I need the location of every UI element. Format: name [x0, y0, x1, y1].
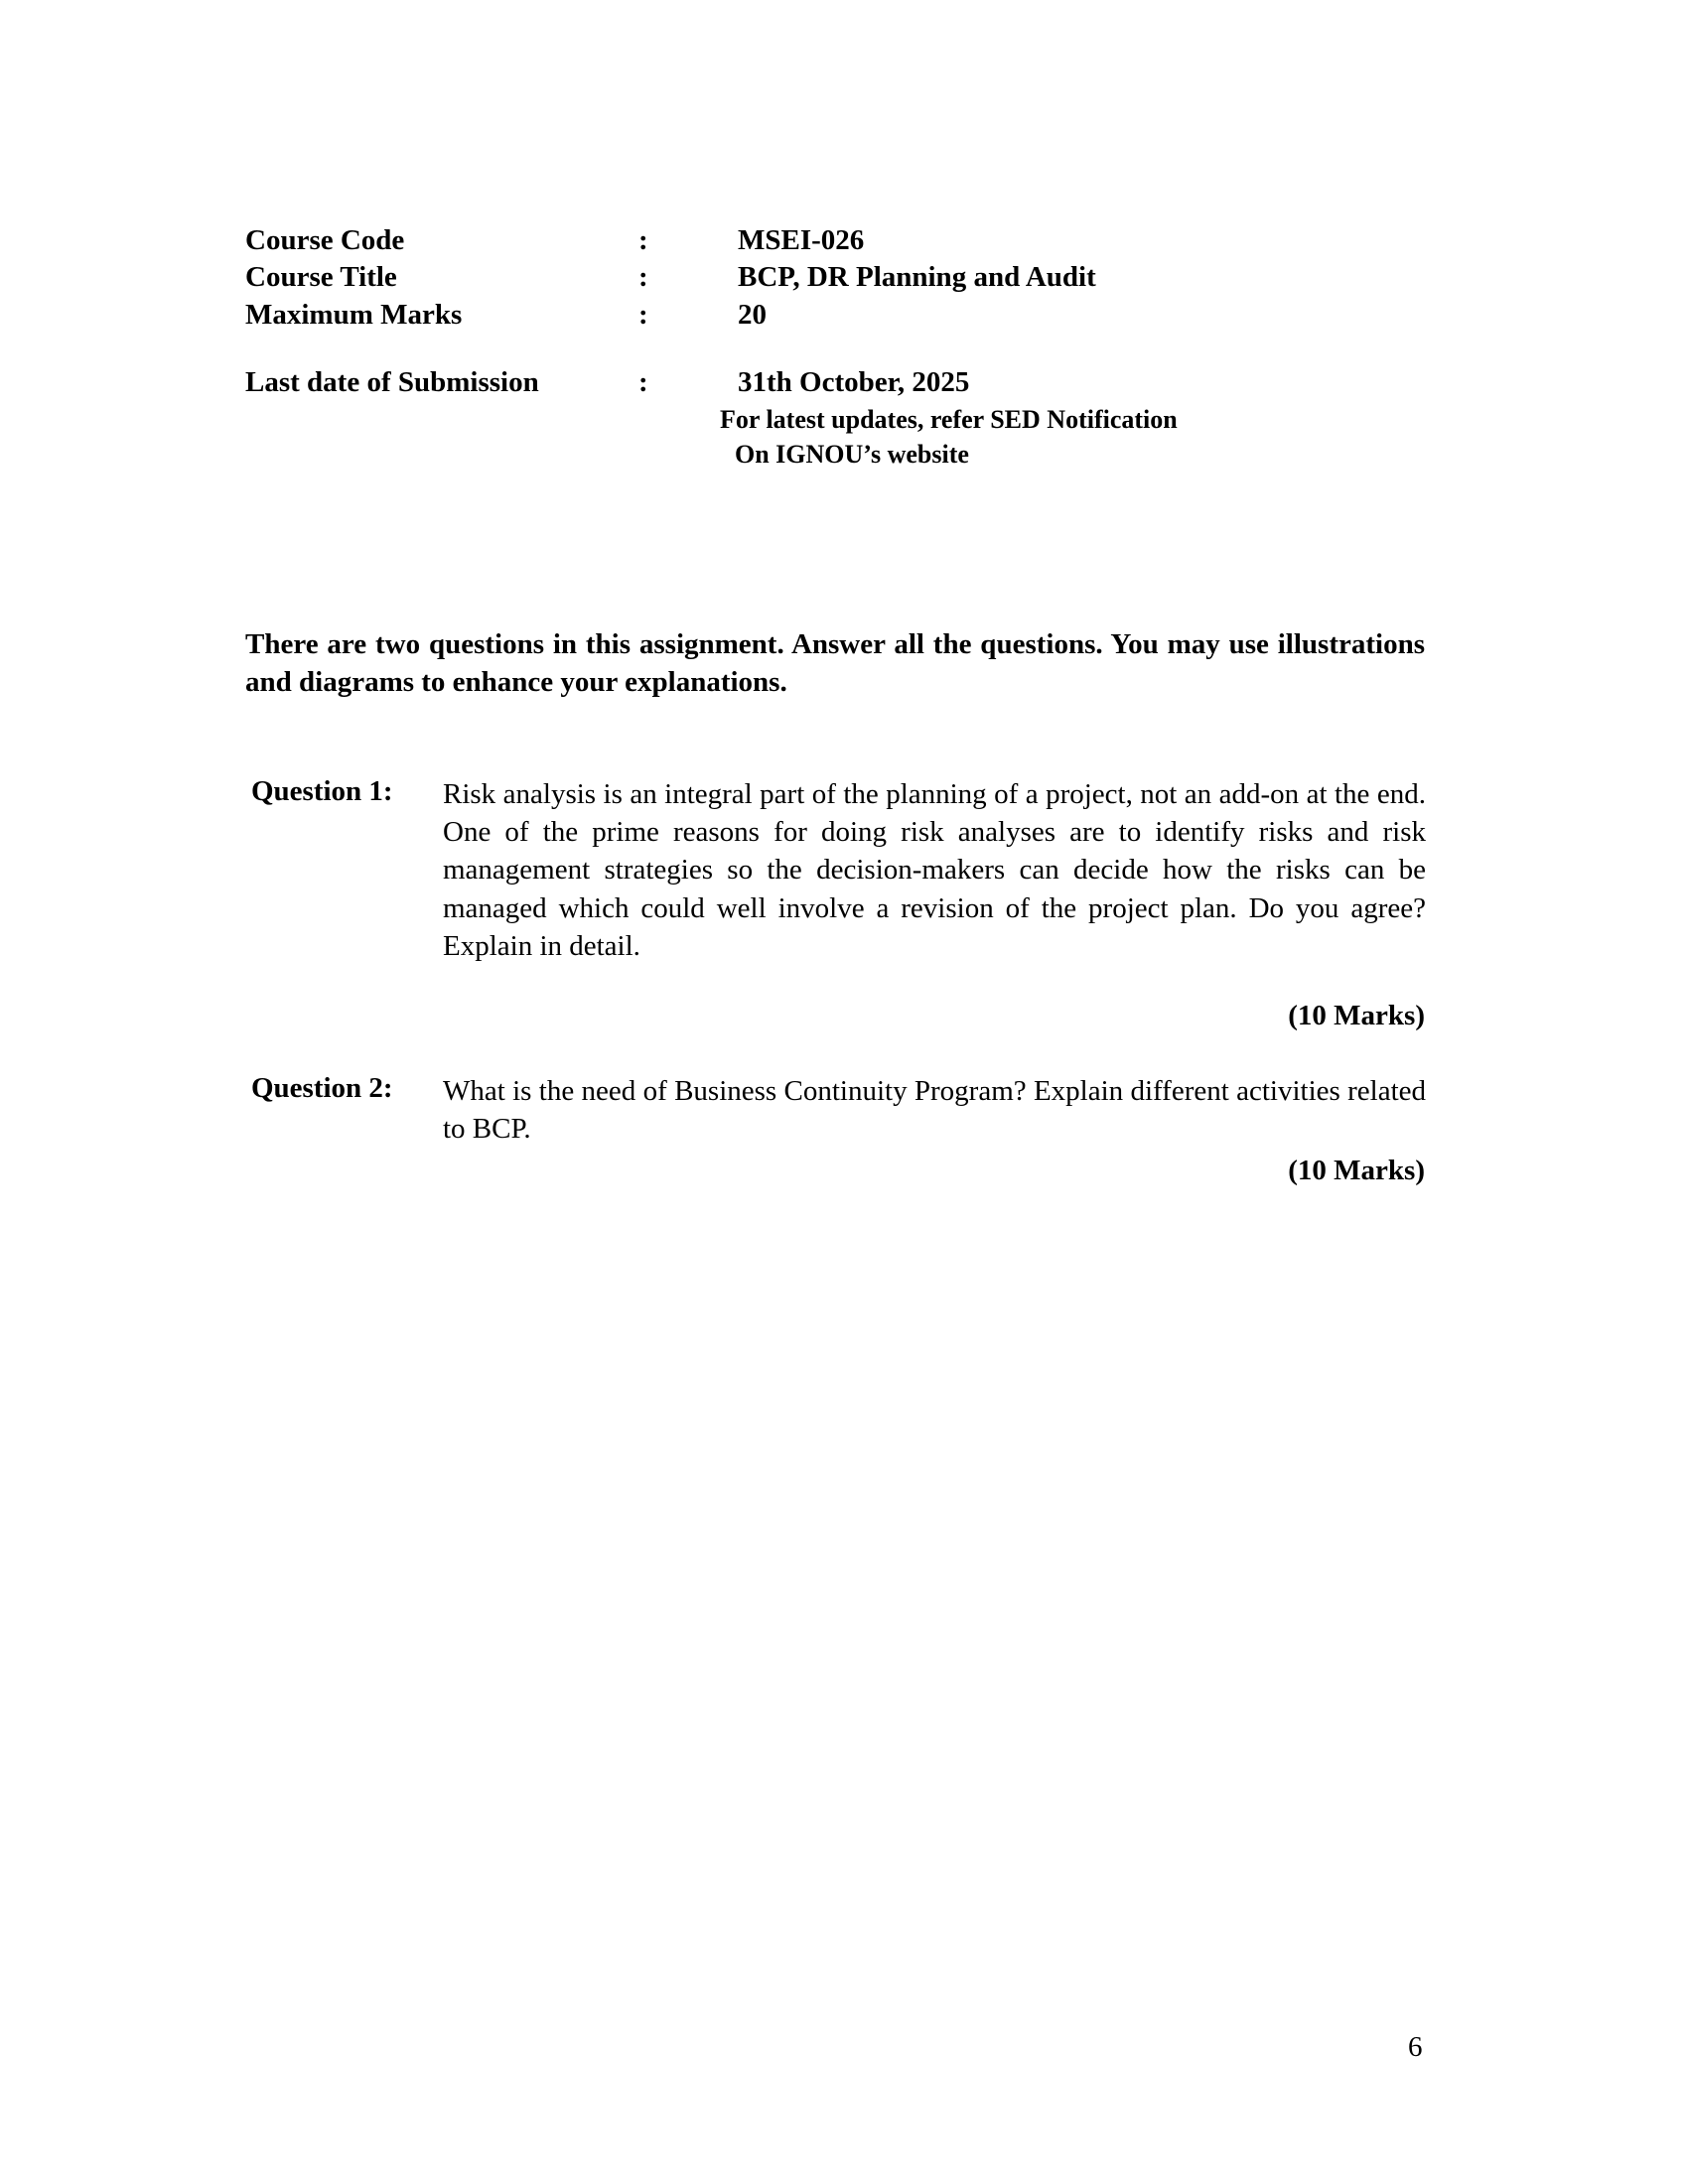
maximum-marks-label: Maximum Marks [245, 299, 463, 331]
last-date-separator: : [638, 366, 648, 398]
course-code-label: Course Code [245, 224, 405, 256]
question-1-text: Risk analysis is an integral part of the planning of a project, not an add-on at the end. One of the prime reasons for doing risk analyses are to identify risks and risk management strategies so the decision-makers can decide how the risks can be managed which could well involve a revision of the project plan. Do you agree? Explain in detail. [443, 778, 1426, 962]
last-date-value: 31th October, 2025 [738, 366, 970, 398]
question-2-label: Question 2: [251, 1072, 393, 1104]
question-1-marks: (10 Marks) [1288, 1000, 1425, 1031]
question-1-label: Question 1: [251, 775, 393, 807]
course-code-value: MSEI-026 [738, 224, 865, 256]
question-2-marks: (10 Marks) [1288, 1155, 1425, 1186]
assignment-instructions: There are two questions in this assignment. Answer all the questions. You may use illustrations and diagrams to enhance your explanations. [245, 628, 1425, 698]
maximum-marks-separator: : [638, 299, 648, 331]
course-title-separator: : [638, 261, 648, 293]
page-number: 6 [1408, 2031, 1423, 2063]
question-2-text: What is the need of Business Continuity Program? Explain different activities related to BCP. [443, 1075, 1426, 1146]
course-code-separator: : [638, 224, 648, 256]
course-title-value: BCP, DR Planning and Audit [738, 261, 1096, 293]
updates-note-line2: On IGNOU’s website [735, 440, 969, 469]
maximum-marks-value: 20 [738, 299, 767, 331]
course-title-label: Course Title [245, 261, 397, 293]
updates-note-line1: For latest updates, refer SED Notification [720, 405, 1178, 434]
last-date-label: Last date of Submission [245, 366, 539, 398]
